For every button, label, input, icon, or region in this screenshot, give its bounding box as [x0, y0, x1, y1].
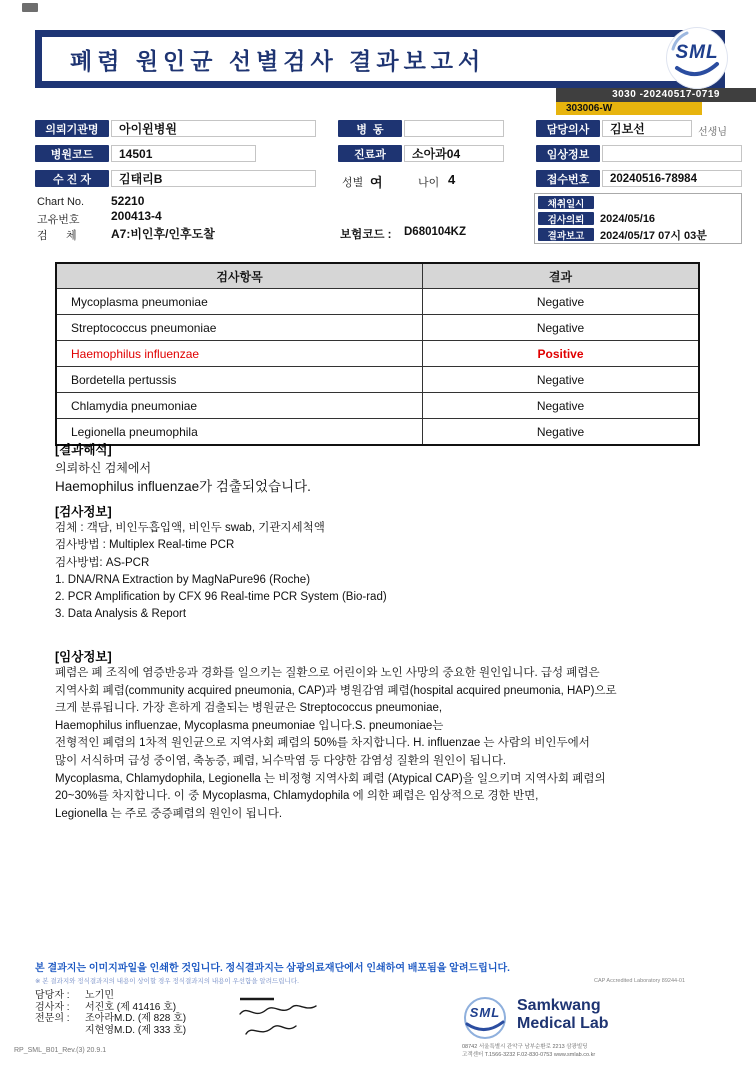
table-header-row [56, 263, 699, 289]
test-result-cell: Negative [423, 315, 700, 341]
staff-row [35, 990, 186, 1002]
results-tbody [56, 289, 699, 446]
clinical-info-line: 많이 서식하며 급성 중이염, 축농증, 폐렴, 뇌수막염 등 다양한 감염성 질환의 원인이 됩니다. [55, 754, 507, 767]
value-specimen: A7:비인후/인후도찰 [111, 227, 215, 241]
col-header-test-item: 검사항목 [56, 263, 423, 289]
value-doctor: 김보선 [602, 120, 692, 137]
staff-label: 전문의 : [35, 1013, 70, 1024]
value-age: 4 [448, 172, 456, 187]
section-heading-interpretation: [결과해석] [55, 443, 112, 457]
table-row [56, 341, 699, 367]
lab-name-line1: Samkwang [517, 997, 601, 1014]
label-report-date: 결과보고 [538, 228, 594, 241]
document-code: RP_SML_B01_Rev.(3) 20.9.1 [14, 1047, 107, 1054]
clinical-info-lines [55, 665, 617, 823]
sml-logo [666, 27, 728, 89]
label-department: 진료과 [338, 145, 402, 162]
clinical-info-line: 20~30%를 차지합니다. 이 중 Mycoplasma, Chlamydophila 에 의한 폐렴은 임상적으로 경한 반면, [55, 790, 539, 803]
label-hospital-code: 병원코드 [35, 145, 109, 162]
staff-row [35, 1025, 186, 1037]
footer-sml-logo-text: SML [469, 1005, 501, 1020]
clinical-info-line: 크게 분류됩니다. 가장 흔하게 검출되는 병원균은 Streptococcus pneumoniae, [55, 702, 443, 715]
label-receipt-number: 접수번호 [536, 170, 600, 187]
section-heading-clinical-info: [임상정보] [55, 650, 112, 664]
section-heading-test-info: [검사정보] [55, 505, 112, 519]
col-header-result: 결과 [423, 263, 700, 289]
label-ward: 병 동 [338, 120, 402, 137]
serial-number-yellow: 303006-W [556, 102, 702, 115]
sml-logo-text: SML [675, 42, 719, 63]
test-result-cell: Negative [423, 419, 700, 446]
signature-icon [232, 992, 372, 1044]
cap-accreditation-text: CAP Accredited Laboratory 89244-01 [594, 978, 686, 984]
header-band [35, 30, 725, 88]
footer-sml-logo [462, 995, 508, 1041]
test-info-line: 2. PCR Amplification by CFX 96 Real-time PCR System (Bio-rad) [55, 591, 387, 604]
print-registration-mark [22, 3, 38, 12]
footer-notice-small: ※ 본 결과지와 정식결과지의 내용이 상이할 경우 정식결과지의 내용이 우선함을 알려드립니다. [35, 978, 299, 985]
clinical-info-line: 전형적인 폐렴의 1차적 원인균으로 지역사회 폐렴의 50%를 차지합니다. H. influenzae 는 사람의 비인두에서 [55, 737, 590, 750]
test-info-line: 검사방법 : Multiplex Real-time PCR [55, 539, 235, 552]
interpretation-line1: 의뢰하신 검체에서 [55, 461, 152, 475]
results-table-wrap [55, 262, 700, 446]
interpretation-line2: Haemophilus influenzae가 검출되었습니다. [55, 479, 311, 494]
test-name-cell: Bordetella pertussis [56, 367, 423, 393]
label-collect-date: 채취일시 [538, 196, 594, 209]
table-row [56, 315, 699, 341]
value-request-date: 2024/05/16 [600, 212, 656, 225]
value-clinical-info [602, 145, 742, 162]
header-title-box [42, 37, 718, 81]
lab-name-line2: Medical Lab [517, 1015, 609, 1032]
label-age: 나이 [418, 177, 440, 189]
value-report-date: 2024/05/17 07시 03분 [600, 229, 707, 242]
staff-label: 검사자 : [35, 1001, 70, 1013]
table-row [56, 289, 699, 315]
table-row [56, 393, 699, 419]
test-result-cell: Negative [423, 289, 700, 315]
staff-row [35, 1002, 186, 1014]
clinical-info-line: Mycoplasma, Chlamydophila, Legionella 는 비정형 지역사회 폐렴 (Atypical CAP)을 일으키며 지역사회 폐렴의 [55, 772, 606, 785]
test-result-cell: Positive [423, 341, 700, 367]
value-insurance-code: D680104KZ [404, 226, 467, 238]
label-doctor: 담당의사 [536, 120, 600, 137]
label-unique-id: 고유번호 [37, 214, 80, 226]
value-chart-no: 52210 [111, 194, 145, 208]
test-info-line: 3. Data Analysis & Report [55, 608, 187, 621]
staff-value: 노기민 [85, 990, 114, 1001]
staff-block [35, 990, 186, 1036]
test-info-line: 검체 : 객담, 비인두흡입액, 비인두 swab, 기관지세척액 [55, 522, 325, 534]
value-patient: 김태리B [111, 170, 316, 187]
label-request-date: 검사의뢰 [538, 212, 594, 225]
staff-value: 조아라M.D. (제 828 호) [85, 1013, 187, 1024]
value-receipt-number: 20240516-78984 [602, 170, 742, 187]
label-chart-no: Chart No. [37, 196, 85, 208]
lab-address-line2: 고객센터 T.1566-3232 F.02-830-0753 www.smlab.co.kr [462, 1052, 596, 1058]
test-info-lines [55, 520, 387, 624]
footer-notice: 본 결과지는 이미지파일을 인쇄한 것입니다. 정식결과지는 삼광의료재단에서 인쇄하여 배포됨을 알려드립니다. [35, 963, 510, 974]
test-result-cell: Negative [423, 393, 700, 419]
table-row [56, 419, 699, 446]
label-org: 의뢰기관명 [35, 120, 109, 137]
lab-address-line1: 08742 서울특별시 관악구 남부순환로 2213 삼광빌딩 [462, 1044, 588, 1050]
label-clinical-info: 임상정보 [536, 145, 600, 162]
test-name-cell: Chlamydia pneumoniae [56, 393, 423, 419]
value-ward [404, 120, 504, 137]
clinical-info-line: 폐렴은 폐 조직에 염증반응과 경화를 일으키는 질환으로 어린이와 노인 사망의 중요한 원인입니다. 급성 폐렴은 [55, 667, 600, 679]
table-row [56, 367, 699, 393]
test-name-cell: Streptococcus pneumoniae [56, 315, 423, 341]
test-name-cell: Legionella pneumophila [56, 419, 423, 446]
staff-label: 담당자 : [35, 990, 70, 1001]
test-name-cell: Haemophilus influenzae [56, 341, 423, 367]
test-name-cell: Mycoplasma pneumoniae [56, 289, 423, 315]
value-department: 소아과04 [404, 145, 504, 162]
label-specimen: 검 체 [37, 230, 77, 242]
label-insurance-code: 보험코드 : [340, 229, 392, 241]
test-info-line: 검사방법: AS-PCR [55, 556, 150, 569]
test-result-cell: Negative [423, 367, 700, 393]
test-info-line: 1. DNA/RNA Extraction by MagNaPure96 (Roche) [55, 573, 311, 586]
staff-row [35, 1013, 186, 1025]
serial-number-dark: 3030 -20240517-0719 [556, 88, 756, 102]
value-org: 아이윈병원 [111, 120, 316, 137]
label-patient: 수 진 자 [35, 170, 109, 187]
clinical-info-line: Haemophilus influenzae, Mycoplasma pneumoniae 입니다.S. pneumoniae는 [55, 719, 444, 732]
doctor-suffix: 선생님 [698, 127, 727, 138]
clinical-info-line: Legionella 는 주로 중증폐렴의 원인이 됩니다. [55, 807, 283, 820]
staff-value: 서진호 (제 41416 호) [85, 1001, 177, 1013]
value-sex: 여 [370, 175, 383, 190]
results-table [55, 262, 700, 446]
value-hospital-code: 14501 [111, 145, 256, 162]
page-title: 폐렴 원인균 선별검사 결과보고서 [70, 47, 486, 74]
value-unique-id: 200413-4 [111, 209, 162, 223]
staff-value: 지현영M.D. (제 333 호) [85, 1024, 187, 1036]
clinical-info-line: 지역사회 폐렴(community acquired pneumonia, CAP)과 병원감염 폐렴(hospital acquired pneumonia, HAP)으로 [55, 684, 617, 697]
label-sex: 성별 [342, 177, 364, 189]
